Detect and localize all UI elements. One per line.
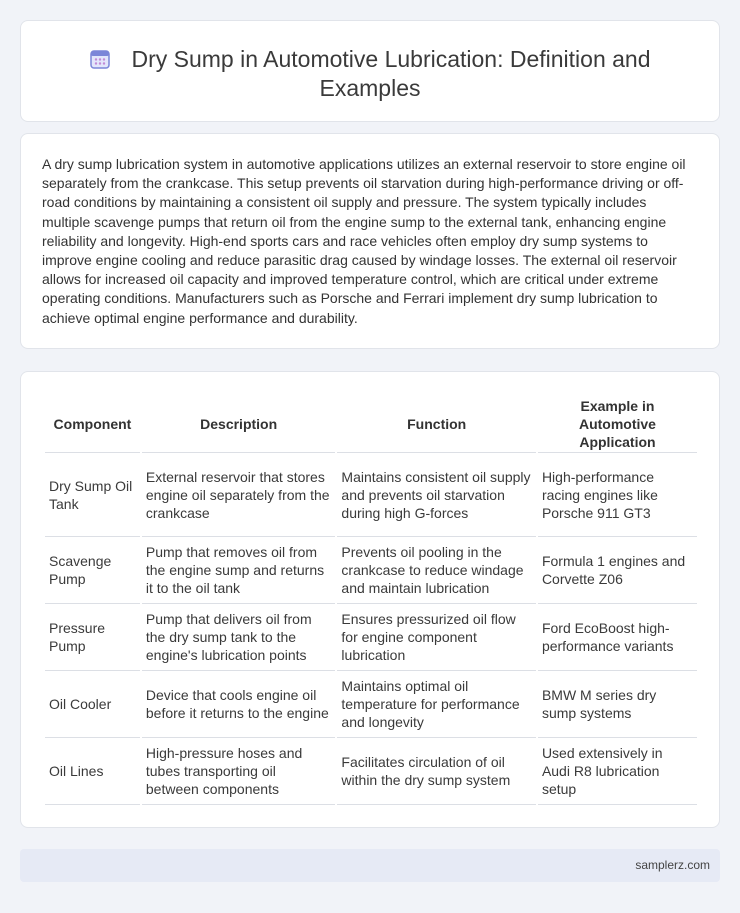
footer (20, 849, 720, 882)
table-row (45, 537, 697, 604)
cell-example: Formula 1 engines and Corvette Z06 (538, 537, 697, 604)
header-function: Function (337, 396, 536, 453)
calendar-icon (89, 48, 111, 70)
table-card (20, 371, 720, 828)
cell-component: Pressure Pump (45, 604, 140, 671)
cell-example: BMW M series dry sump systems (538, 671, 697, 738)
cell-example: Ford EcoBoost high-performance variants (538, 604, 697, 671)
cell-example: Used extensively in Audi R8 lubrication setup (538, 738, 697, 805)
cell-function: Maintains consistent oil supply and prevents oil starvation during high G-forces (337, 453, 536, 537)
page-title (21, 45, 719, 103)
cell-function: Prevents oil pooling in the crankcase to reduce windage and maintain lubrication (337, 537, 536, 604)
title-card (20, 20, 720, 122)
table-row (45, 738, 697, 805)
cell-function: Maintains optimal oil temperature for performance and longevity (337, 671, 536, 738)
cell-component: Oil Lines (45, 738, 140, 805)
intro-card (20, 133, 720, 349)
cell-function: Facilitates circulation of oil within the dry sump system (337, 738, 536, 805)
cell-function: Ensures pressurized oil flow for engine component lubrication (337, 604, 536, 671)
cell-description: Pump that removes oil from the engine sump and returns it to the oil tank (142, 537, 336, 604)
table-header-row (45, 396, 697, 453)
cell-component: Scavenge Pump (45, 537, 140, 604)
cell-example: High-performance racing engines like Porsche 911 GT3 (538, 453, 697, 537)
cell-component: Oil Cooler (45, 671, 140, 738)
header-component: Component (45, 396, 140, 453)
intro-paragraph: A dry sump lubrication system in automotive applications utilizes an external reservoir to store engine oil separately from the crankcase. This setup prevents oil starvation during high-performance driving or off-road conditions by maintaining a consistent oil supply and pressure. The system typically includes multiple scavenge pumps that return oil from the engine sump to the external tank, enhancing engine reliability and longevity. High-end sports cars and race vehicles often employ dry sump systems to improve engine cooling and reduce parasitic drag caused by windage losses. The external oil reservoir allows for increased oil capacity and improved temperature control, which are critical under extreme operating conditions. Manufacturers such as Porsche and Ferrari implement dry sump lubrication to achieve optimal engine performance and durability. (42, 156, 686, 326)
cell-component: Dry Sump Oil Tank (45, 453, 140, 537)
header-example: Example in Automotive Application (538, 396, 697, 453)
cell-description: High-pressure hoses and tubes transporting oil between components (142, 738, 336, 805)
page-title-text: Dry Sump in Automotive Lubrication: Definition and Examples (131, 46, 651, 101)
footer-site-link[interactable]: samplerz.com (635, 858, 710, 872)
cell-description: Device that cools engine oil before it returns to the engine (142, 671, 336, 738)
cell-description: External reservoir that stores engine oil separately from the crankcase (142, 453, 336, 537)
table-row (45, 453, 697, 537)
cell-description: Pump that delivers oil from the dry sump tank to the engine's lubrication points (142, 604, 336, 671)
table-row (45, 604, 697, 671)
components-table (43, 396, 699, 805)
table-row (45, 671, 697, 738)
header-description: Description (142, 396, 336, 453)
